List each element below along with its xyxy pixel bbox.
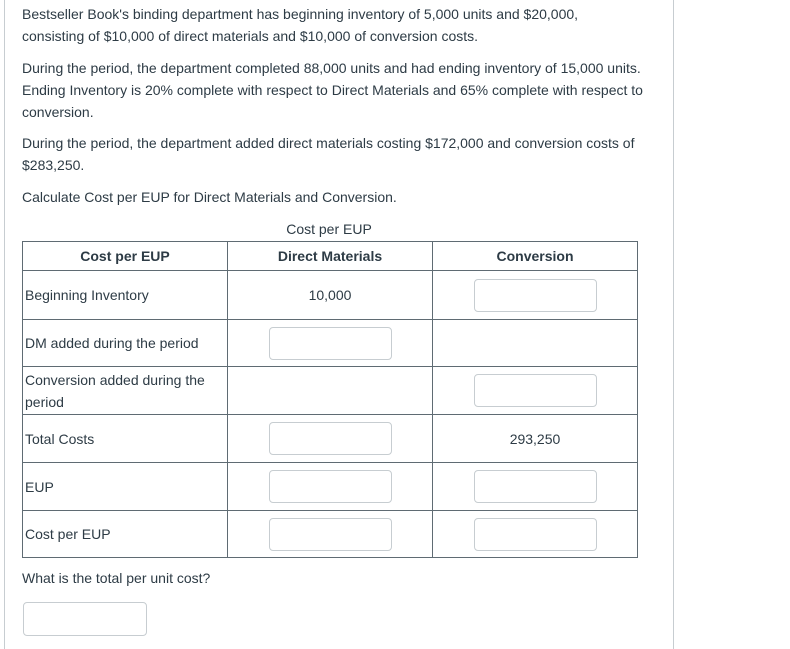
question-paragraph-1: Bestseller Book's binding department has beginning inventory of 5,000 units and $20,000, consisting of $10,000 of direct materials and $10,000 of conversion costs.: [22, 6, 579, 44]
conversion-added-conversion-input[interactable]: [474, 374, 597, 407]
total-costs-dm-input[interactable]: [269, 422, 392, 455]
dm-added-conversion-empty: [433, 320, 638, 367]
row-label-dm-added: DM added during the period: [23, 320, 228, 367]
header-conversion: Conversion: [433, 242, 638, 271]
table-row: [23, 367, 638, 415]
question-paragraph-3: During the period, the department added direct materials costing $172,000 and conversion costs of $283,250.: [22, 135, 635, 173]
table-row: [23, 271, 638, 320]
header-direct-materials: Direct Materials: [228, 242, 433, 271]
table-row: [23, 320, 638, 367]
table-row: [23, 415, 638, 463]
cost-per-eup-conversion-input[interactable]: [474, 518, 597, 551]
beginning-inventory-dm-value: 10,000: [228, 271, 433, 320]
row-label-total-costs: Total Costs: [23, 415, 228, 463]
cost-per-eup-table: [22, 241, 638, 558]
row-label-eup: EUP: [23, 463, 228, 511]
dm-added-dm-input[interactable]: [269, 327, 392, 360]
total-costs-conversion-value: 293,250: [433, 415, 638, 463]
question-paragraph-2: During the period, the department completed 88,000 units and had ending inventory of 15,000 units. Ending Inventory is 20% complete with respect to Direct Materials and 65% complete with respect to conversion.: [22, 60, 643, 120]
total-unit-cost-input[interactable]: [23, 602, 147, 636]
table-row: [23, 463, 638, 511]
cost-per-eup-dm-input[interactable]: [269, 518, 392, 551]
row-label-conversion-added: Conversion added during the period: [23, 367, 228, 415]
eup-dm-input[interactable]: [269, 470, 392, 503]
total-unit-cost-question: What is the total per unit cost?: [22, 570, 211, 586]
conversion-added-dm-empty: [228, 367, 433, 415]
row-label-beginning-inventory: Beginning Inventory: [23, 271, 228, 320]
table-caption: Cost per EUP: [286, 221, 372, 237]
eup-conversion-input[interactable]: [474, 470, 597, 503]
beginning-inventory-conversion-input[interactable]: [474, 279, 597, 312]
table-row: [23, 511, 638, 558]
row-label-cost-per-eup: Cost per EUP: [23, 511, 228, 558]
question-instruction: Calculate Cost per EUP for Direct Materials and Conversion.: [22, 189, 397, 205]
table-header-row: [23, 242, 638, 271]
header-cost-per-eup: Cost per EUP: [23, 242, 228, 271]
